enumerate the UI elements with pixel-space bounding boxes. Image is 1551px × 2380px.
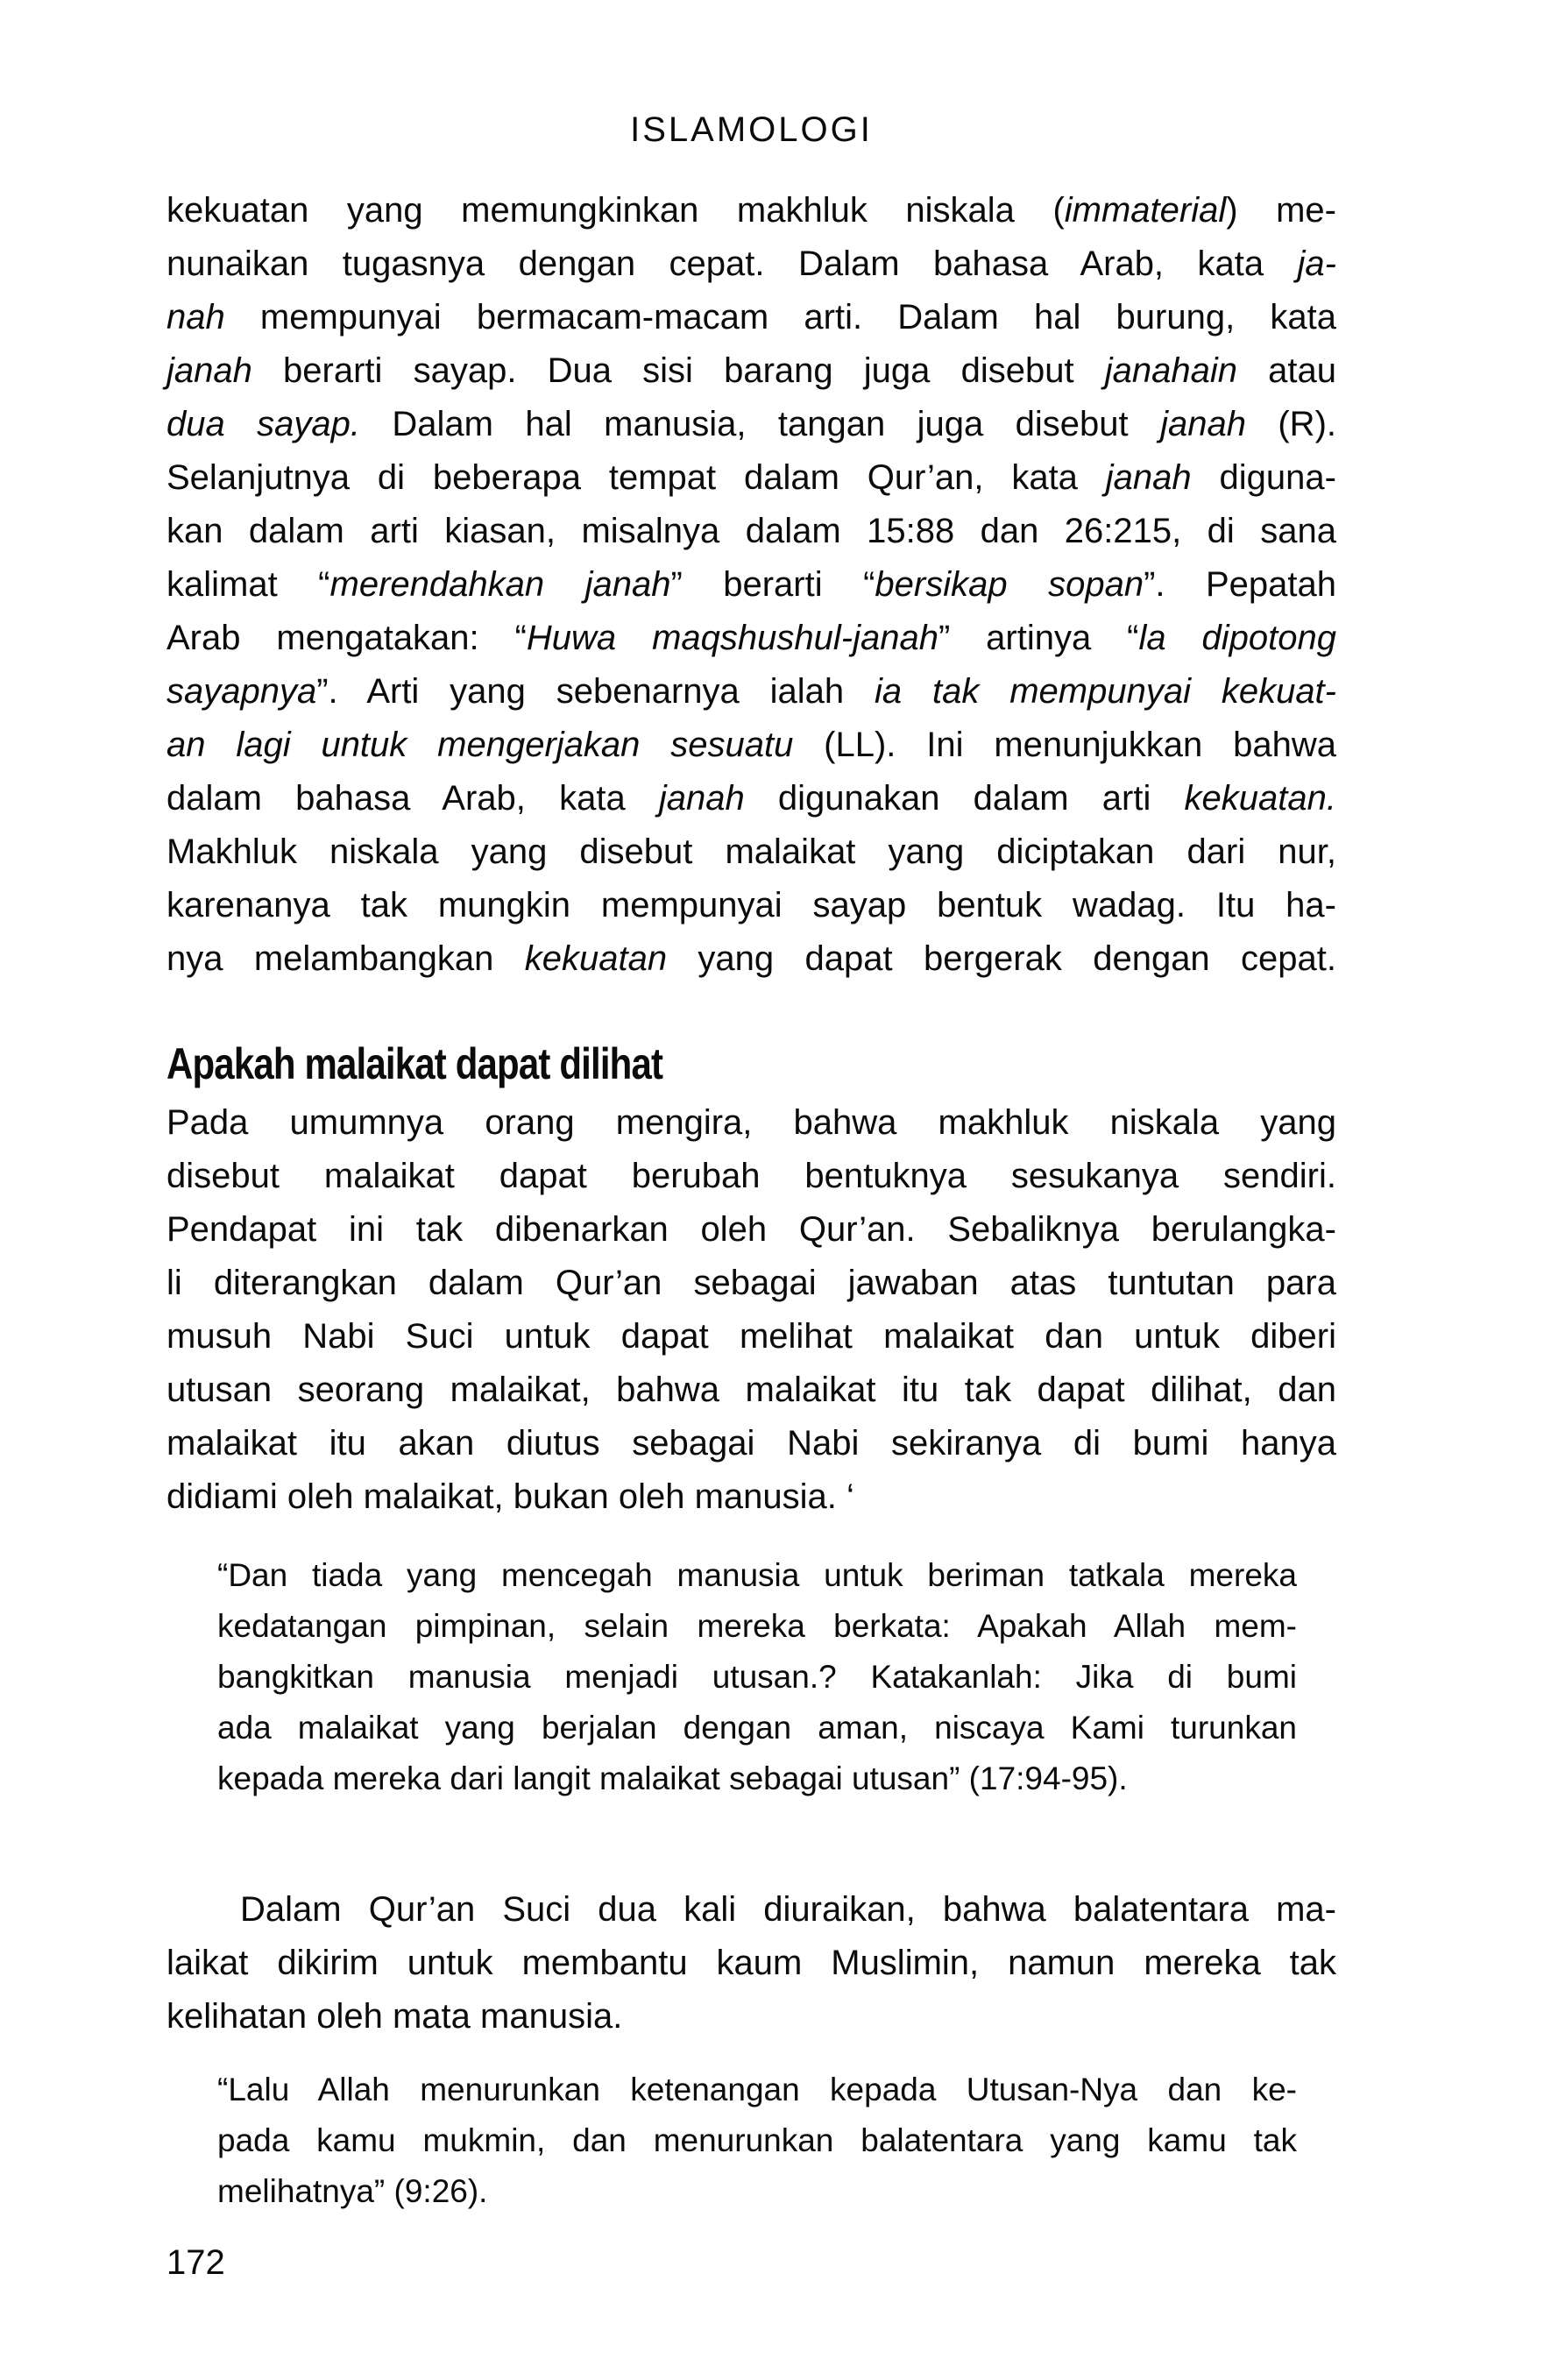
- text-line: kepada mereka dari langit malaikat sebagai utusan” (17:94-95).: [217, 1760, 1128, 1796]
- text-line: Selanjutnya di beberapa tempat dalam Qur’an, kata janah diguna-: [166, 458, 1336, 497]
- page-number: 172: [166, 2243, 225, 2282]
- running-header: ISLAMOLOGI: [630, 110, 873, 149]
- text-line: ada malaikat yang berjalan dengan aman, niscaya Kami turunkan: [217, 1710, 1297, 1746]
- text-line: kedatangan pimpinan, selain mereka berkata: Apakah Allah mem-: [217, 1608, 1297, 1644]
- text-line: pada kamu mukmin, dan menurunkan balatentara yang kamu tak: [217, 2122, 1297, 2158]
- text-line: Pendapat ini tak dibenarkan oleh Qur’an. Sebaliknya berulangka-: [166, 1210, 1336, 1249]
- text-line: janah berarti sayap. Dua sisi barang juga disebut janahain atau: [166, 351, 1336, 390]
- text-line: melihatnya” (9:26).: [217, 2173, 488, 2209]
- text-line: “Dan tiada yang mencegah manusia untuk beriman tatkala mereka: [217, 1557, 1297, 1593]
- text-line: laikat dikirim untuk membantu kaum Muslimin, namun mereka tak: [166, 1944, 1336, 1982]
- paragraph-janah-meaning: [166, 184, 1336, 986]
- section-heading: [166, 1038, 1336, 1089]
- text-line: dalam bahasa Arab, kata janah digunakan dalam arti kekuatan.: [166, 779, 1336, 818]
- text-line: bangkitkan manusia menjadi utusan.? Katakanlah: Jika di bumi: [217, 1659, 1297, 1695]
- paragraph-balatentara: [166, 1883, 1336, 2044]
- text-line: kalimat “merendahkan janah” berarti “bersikap sopan”. Pepatah: [166, 565, 1337, 604]
- text-line: kelihatan oleh mata manusia.: [166, 1997, 623, 2036]
- text-line: utusan seorang malaikat, bahwa malaikat itu tak dapat dilihat, dan: [166, 1371, 1336, 1409]
- text-line: nunaikan tugasnya dengan cepat. Dalam bahasa Arab, kata ja-: [166, 244, 1336, 283]
- text-line: nya melambangkan kekuatan yang dapat bergerak dengan cepat.: [166, 939, 1337, 978]
- text-line: disebut malaikat dapat berubah bentuknya sesukanya sendiri.: [166, 1157, 1336, 1195]
- blockquote-9-26: [217, 2065, 1297, 2217]
- text-line: Dalam Qur’an Suci dua kali diuraikan, bahwa balatentara ma-: [240, 1890, 1336, 1929]
- text-line: malaikat itu akan diutus sebagai Nabi sekiranya di bumi hanya: [166, 1424, 1336, 1463]
- text-line: Arab mengatakan: “Huwa maqshushul-janah” artinya “la dipotong: [166, 619, 1336, 657]
- text-line: Makhluk niskala yang disebut malaikat yang diciptakan dari nur,: [166, 832, 1336, 871]
- blockquote-17-94-95: [217, 1550, 1297, 1804]
- text-line: dua sayap. Dalam hal manusia, tangan juga disebut janah (R).: [166, 405, 1337, 443]
- text-line: an lagi untuk mengerjakan sesuatu (LL). Ini menunjukkan bahwa: [166, 726, 1336, 764]
- text-line: Pada umumnya orang mengira, bahwa makhluk niskala yang: [166, 1103, 1336, 1142]
- text-line: didiami oleh malaikat, bukan oleh manusia. ‘: [166, 1477, 854, 1516]
- text-line: kekuatan yang memungkinkan makhluk niskala (immaterial) me-: [166, 191, 1336, 230]
- text-line: nah mempunyai bermacam-macam arti. Dalam hal burung, kata: [166, 298, 1336, 336]
- text-line: li diterangkan dalam Qur’an sebagai jawaban atas tuntutan para: [166, 1264, 1336, 1302]
- text-line: sayapnya”. Arti yang sebenarnya ialah ia tak mempunyai kekuat-: [166, 672, 1336, 711]
- paragraph-malaikat-dilihat: [166, 1096, 1336, 1524]
- text-column: [166, 0, 1336, 2280]
- text-line: kan dalam arti kiasan, misalnya dalam 15:88 dan 26:215, di sana: [166, 512, 1336, 550]
- section-heading-text: Apakah malaikat dapat dilihat: [166, 1039, 663, 1088]
- text-line: “Lalu Allah menurunkan ketenangan kepada Utusan-Nya dan ke-: [217, 2072, 1297, 2107]
- text-line: musuh Nabi Suci untuk dapat melihat malaikat dan untuk diberi: [166, 1317, 1336, 1356]
- text-line: karenanya tak mungkin mempunyai sayap bentuk wadag. Itu ha-: [166, 886, 1336, 924]
